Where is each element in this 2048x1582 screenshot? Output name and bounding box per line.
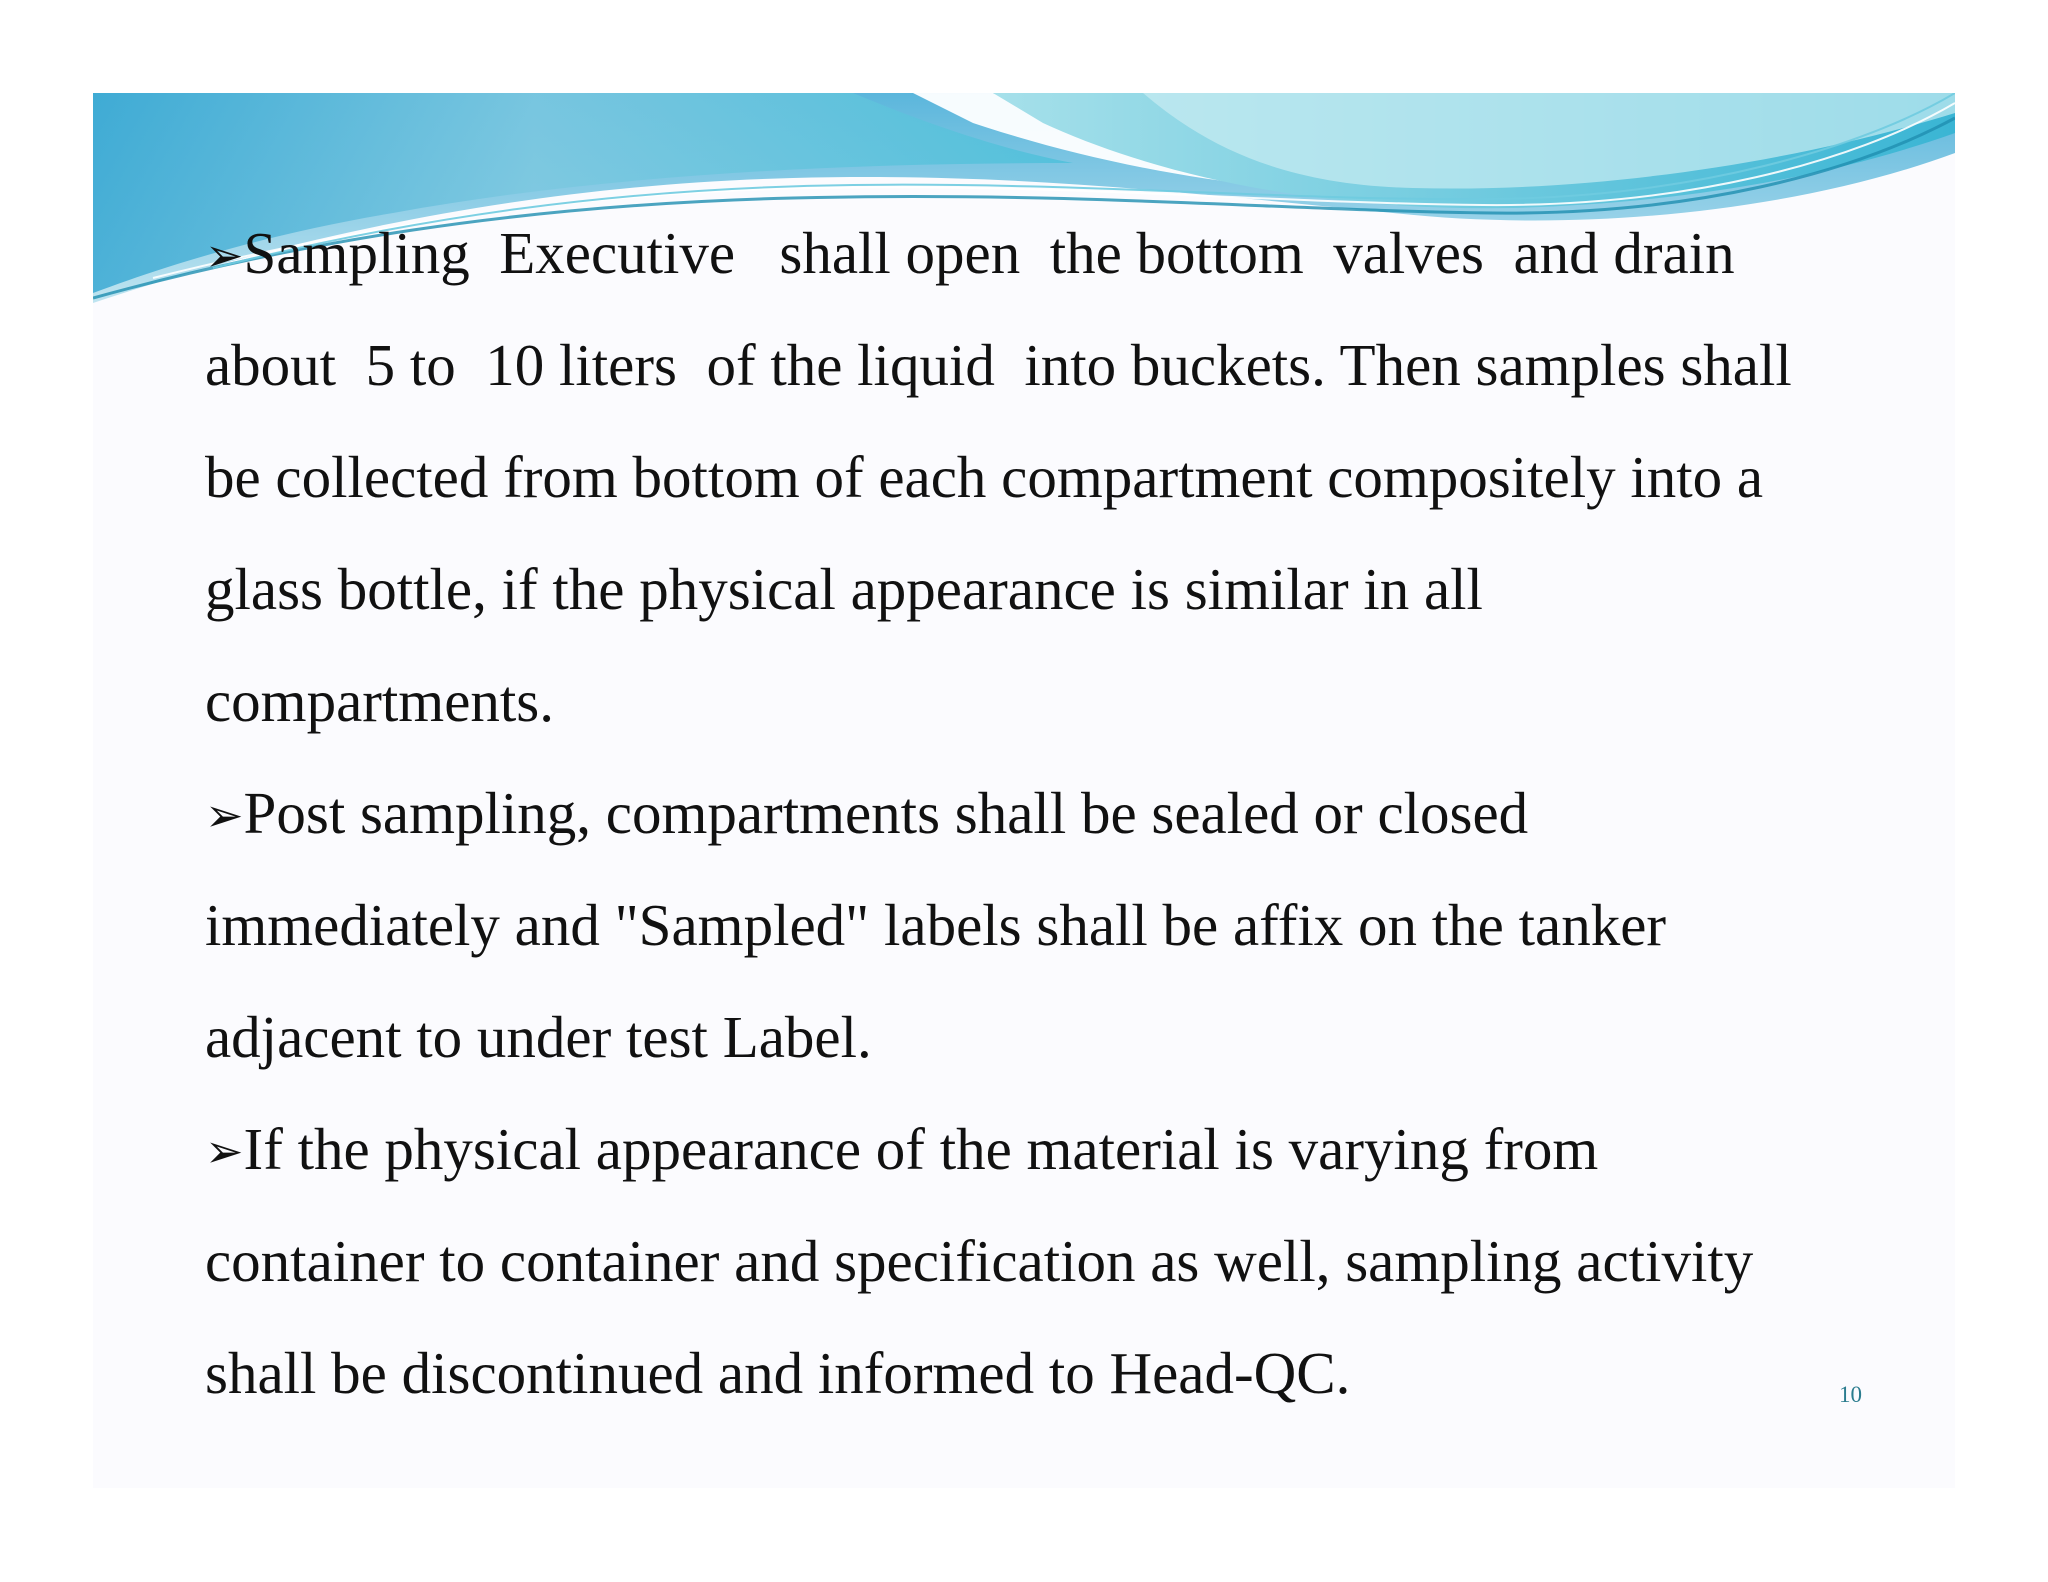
page-number: 10: [1839, 1382, 1862, 1407]
bullet-line: [205, 1093, 1925, 1205]
text-line: Post sampling, compartments shall be sealed or closed: [243, 780, 1529, 846]
arrow-bullet-icon: ➢: [205, 1126, 244, 1177]
text-line: compartments.: [205, 668, 554, 734]
text-line: Sampling Executive shall open the bottom valves and drain: [243, 220, 1735, 286]
text-line: container to container and specification as well, sampling activity: [205, 1228, 1754, 1294]
arrow-bullet-icon: ➢: [205, 230, 244, 281]
slide-body: [205, 197, 1925, 1429]
text-line: about 5 to 10 liters of the liquid into buckets. Then samples shall: [205, 332, 1792, 398]
bullet-line: [205, 757, 1925, 869]
text-line: glass bottle, if the physical appearance is similar in all: [205, 556, 1483, 622]
text-line: adjacent to under test Label.: [205, 1004, 872, 1070]
text-line: If the physical appearance of the material is varying from: [243, 1116, 1599, 1182]
arrow-bullet-icon: ➢: [205, 790, 244, 841]
text-line: immediately and "Sampled" labels shall be affix on the tanker: [205, 892, 1667, 958]
bullet-line: [205, 197, 1925, 309]
text-line: shall be discontinued and informed to Head-QC.: [205, 1340, 1351, 1406]
text-line: be collected from bottom of each compartment compositely into a: [205, 444, 1764, 510]
slide: [93, 93, 1955, 1488]
